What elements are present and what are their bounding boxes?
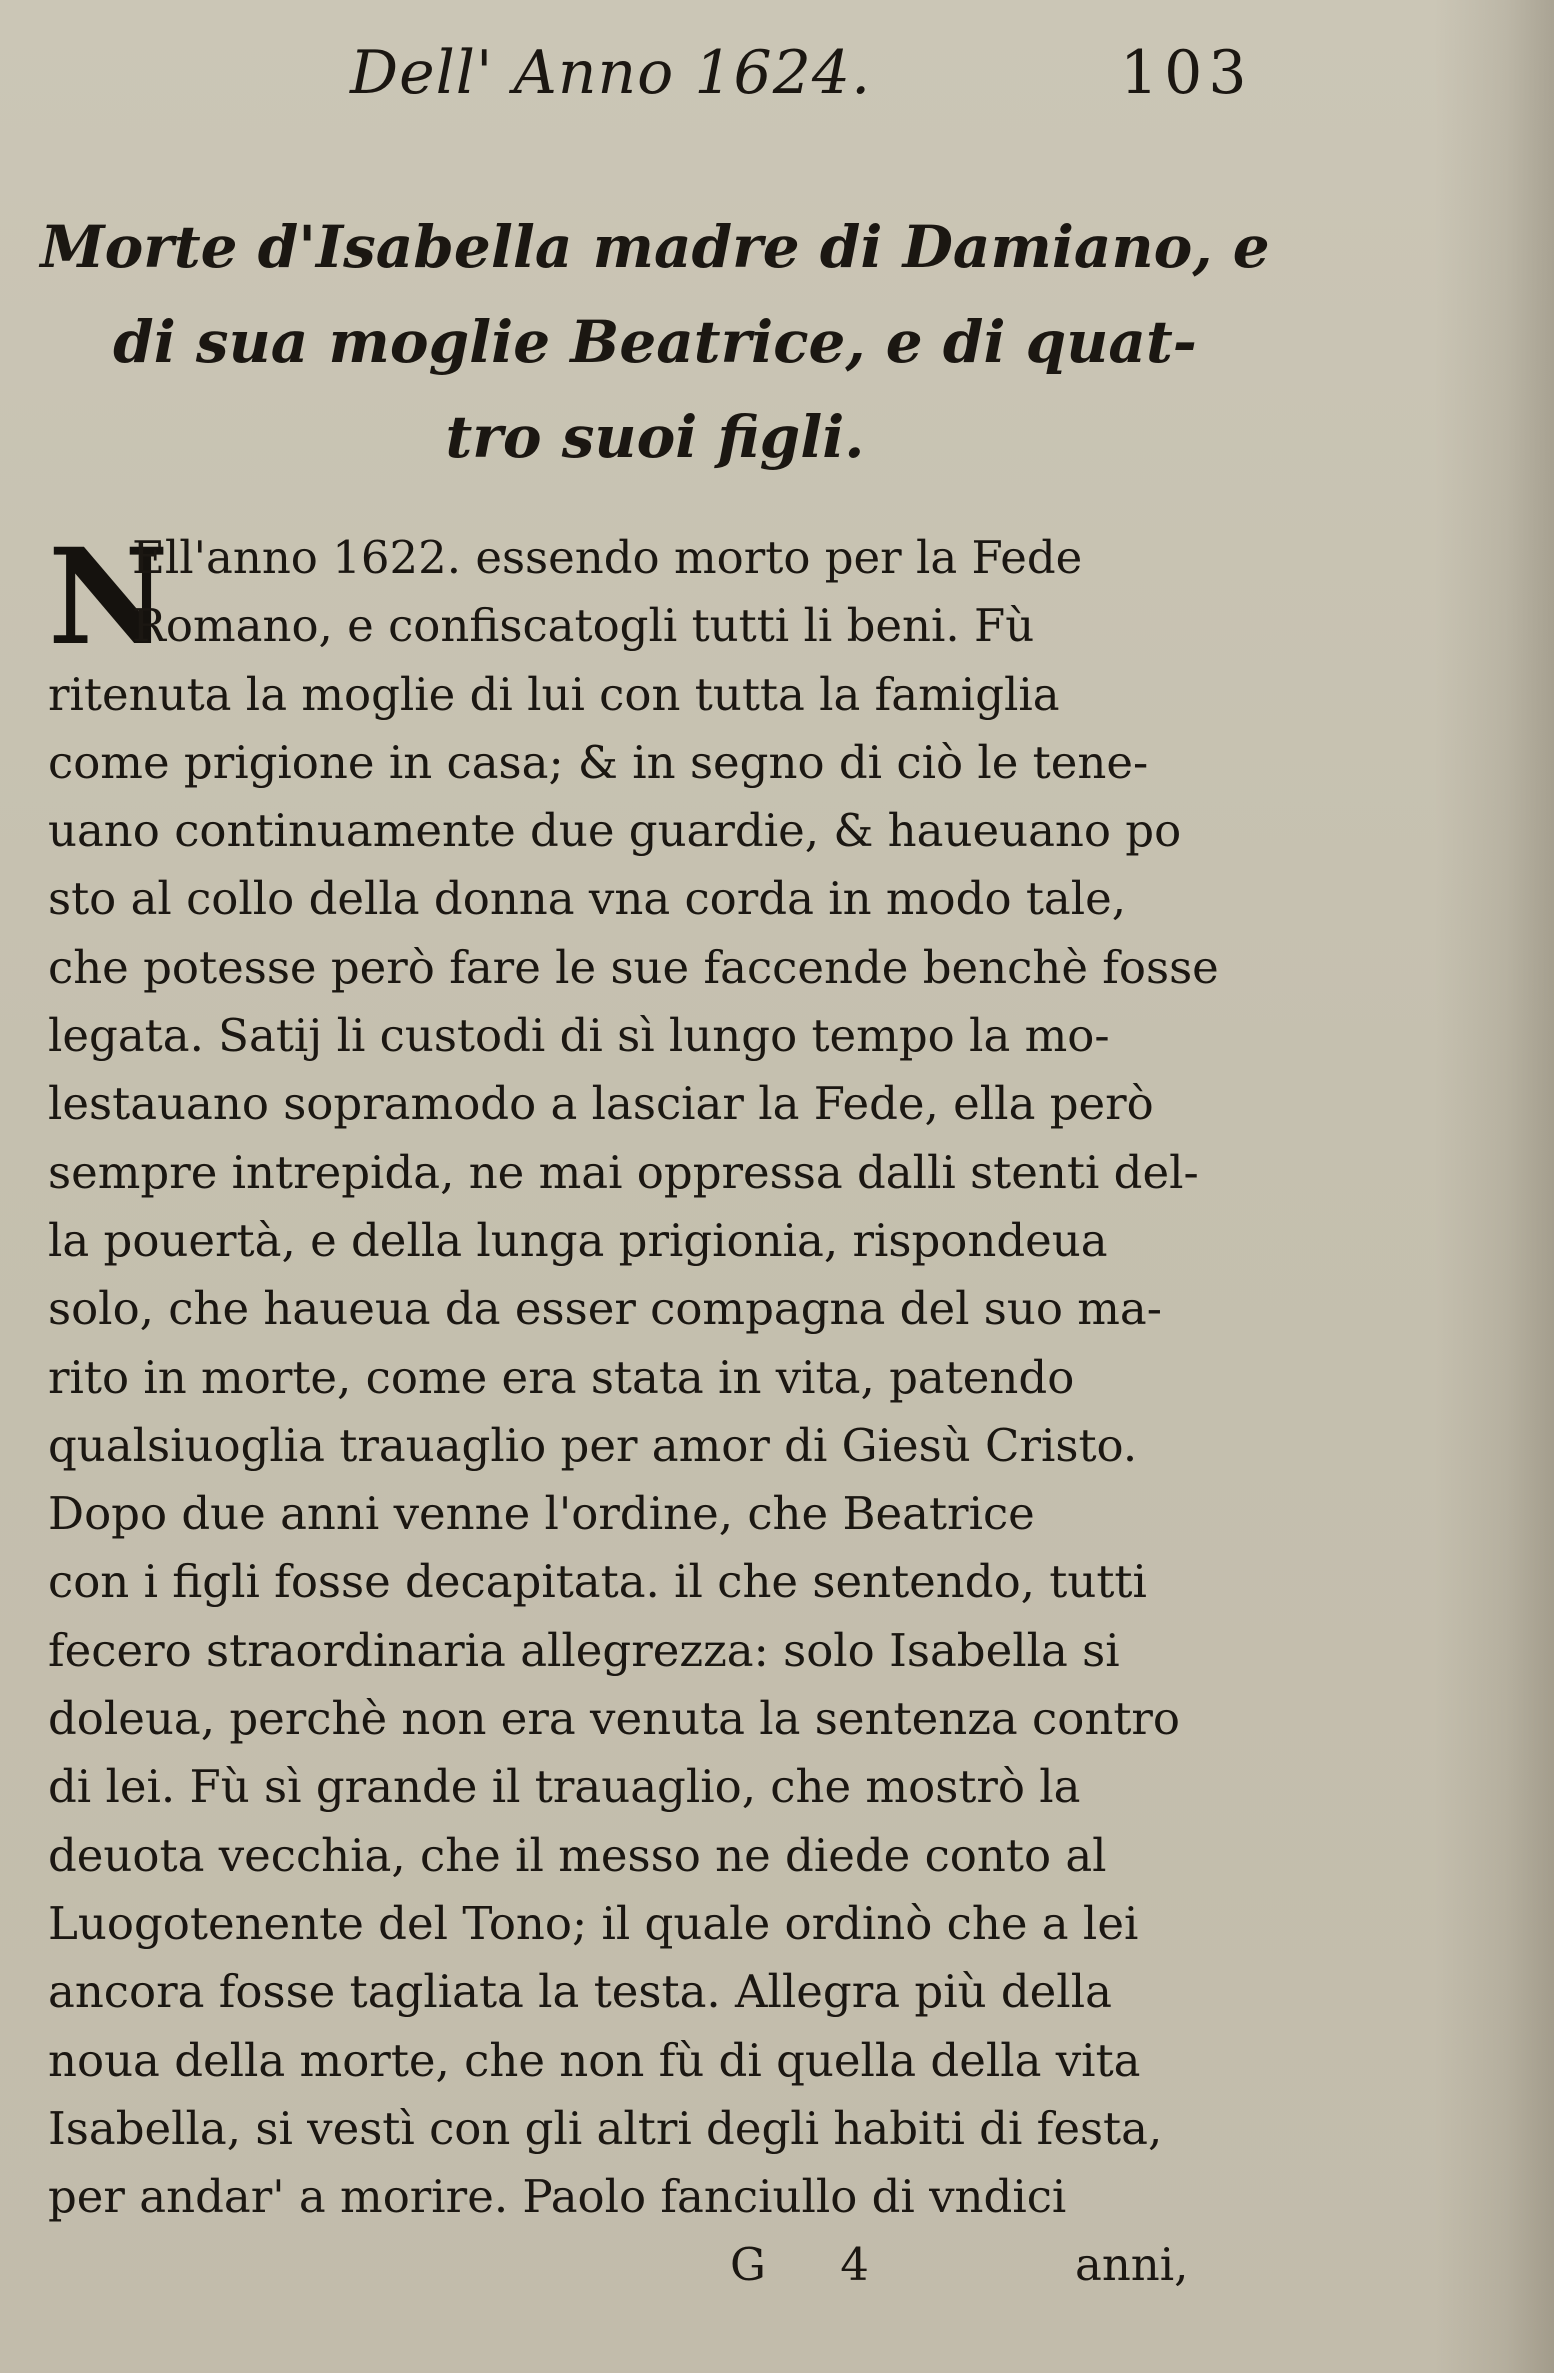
text-line: Romano, e confiscatogli tutti li beni. Fù — [132, 599, 1035, 653]
running-head-title: Dell' Anno 1624. — [350, 38, 872, 108]
text-line: legata. Satij li custodi di sì lungo tempo la mo- — [48, 1009, 1110, 1063]
drop-cap: N — [48, 520, 169, 675]
text-line: sempre intrepida, ne mai oppressa dalli stenti del- — [48, 1145, 1199, 1199]
text-line: come prigione in casa; & in segno di ciò le tene- — [48, 735, 1149, 789]
text-line: solo, che haueua da esser compagna del suo ma- — [48, 1282, 1162, 1336]
text-line: Ell'anno 1622. essendo morto per la Fede — [132, 531, 1083, 584]
text-line: Dopo due anni venne l'ordine, che Beatrice — [48, 1487, 1035, 1541]
text-line: lestauano sopramodo a lasciar la Fede, ella però — [48, 1077, 1154, 1131]
text-line: ancora fosse tagliata la testa. Allegra più della — [48, 1965, 1112, 2019]
text-line: rito in morte, come era stata in vita, patendo — [48, 1350, 1075, 1404]
text-line: con i figli fosse decapitata. il che sentendo, tutti — [48, 1555, 1147, 1609]
catchword: anni, — [1075, 2238, 1189, 2291]
text-line: doleua, perchè non era venuta la sentenza contro — [48, 1692, 1181, 1746]
text-line: la pouertà, e della lunga prigionia, rispondeua — [48, 1213, 1108, 1267]
text-line: fecero straordinaria allegrezza: solo Isabella si — [48, 1623, 1120, 1677]
text-line: che potesse però fare le sue faccende benchè fosse — [48, 940, 1219, 994]
running-head — [350, 38, 1253, 128]
heading-line: Morte d'Isabella madre di Damiano, e — [40, 213, 1270, 281]
text-line: qualsiuoglia trauaglio per amor di Giesù Cristo. — [48, 1418, 1138, 1472]
text-line: deuota vecchia, che il messo ne diede conto al — [48, 1828, 1107, 1882]
signature-mark: G 4 — [730, 2238, 899, 2291]
heading-line: di sua moglie Beatrice, e di quat- — [113, 308, 1197, 376]
text-line: per andar' a morire. Paolo fanciullo di vndici — [48, 2170, 1067, 2224]
page-edge-shadow — [1434, 0, 1554, 2373]
text-line: Isabella, si vestì con gli altri degli habiti di festa, — [48, 2101, 1163, 2155]
page-number: 103 — [1120, 38, 1253, 108]
text-line: noua della morte, che non fù di quella della vita — [48, 2033, 1141, 2087]
text-line: Luogotenente del Tono; il quale ordinò che a lei — [48, 1896, 1139, 1950]
text-line: di lei. Fù sì grande il trauaglio, che mostrò la — [48, 1760, 1081, 1814]
chapter-heading — [40, 200, 1270, 485]
text-line: ritenuta la moglie di lui con tutta la famiglia — [48, 667, 1060, 721]
text-line: sto al collo della donna vna corda in modo tale, — [48, 872, 1127, 926]
body-text — [48, 520, 1278, 2231]
page-footer — [0, 2238, 1554, 2318]
heading-line: tro suoi figli. — [445, 403, 865, 471]
text-line: uano continuamente due guardie, & haueuano po — [48, 804, 1182, 858]
